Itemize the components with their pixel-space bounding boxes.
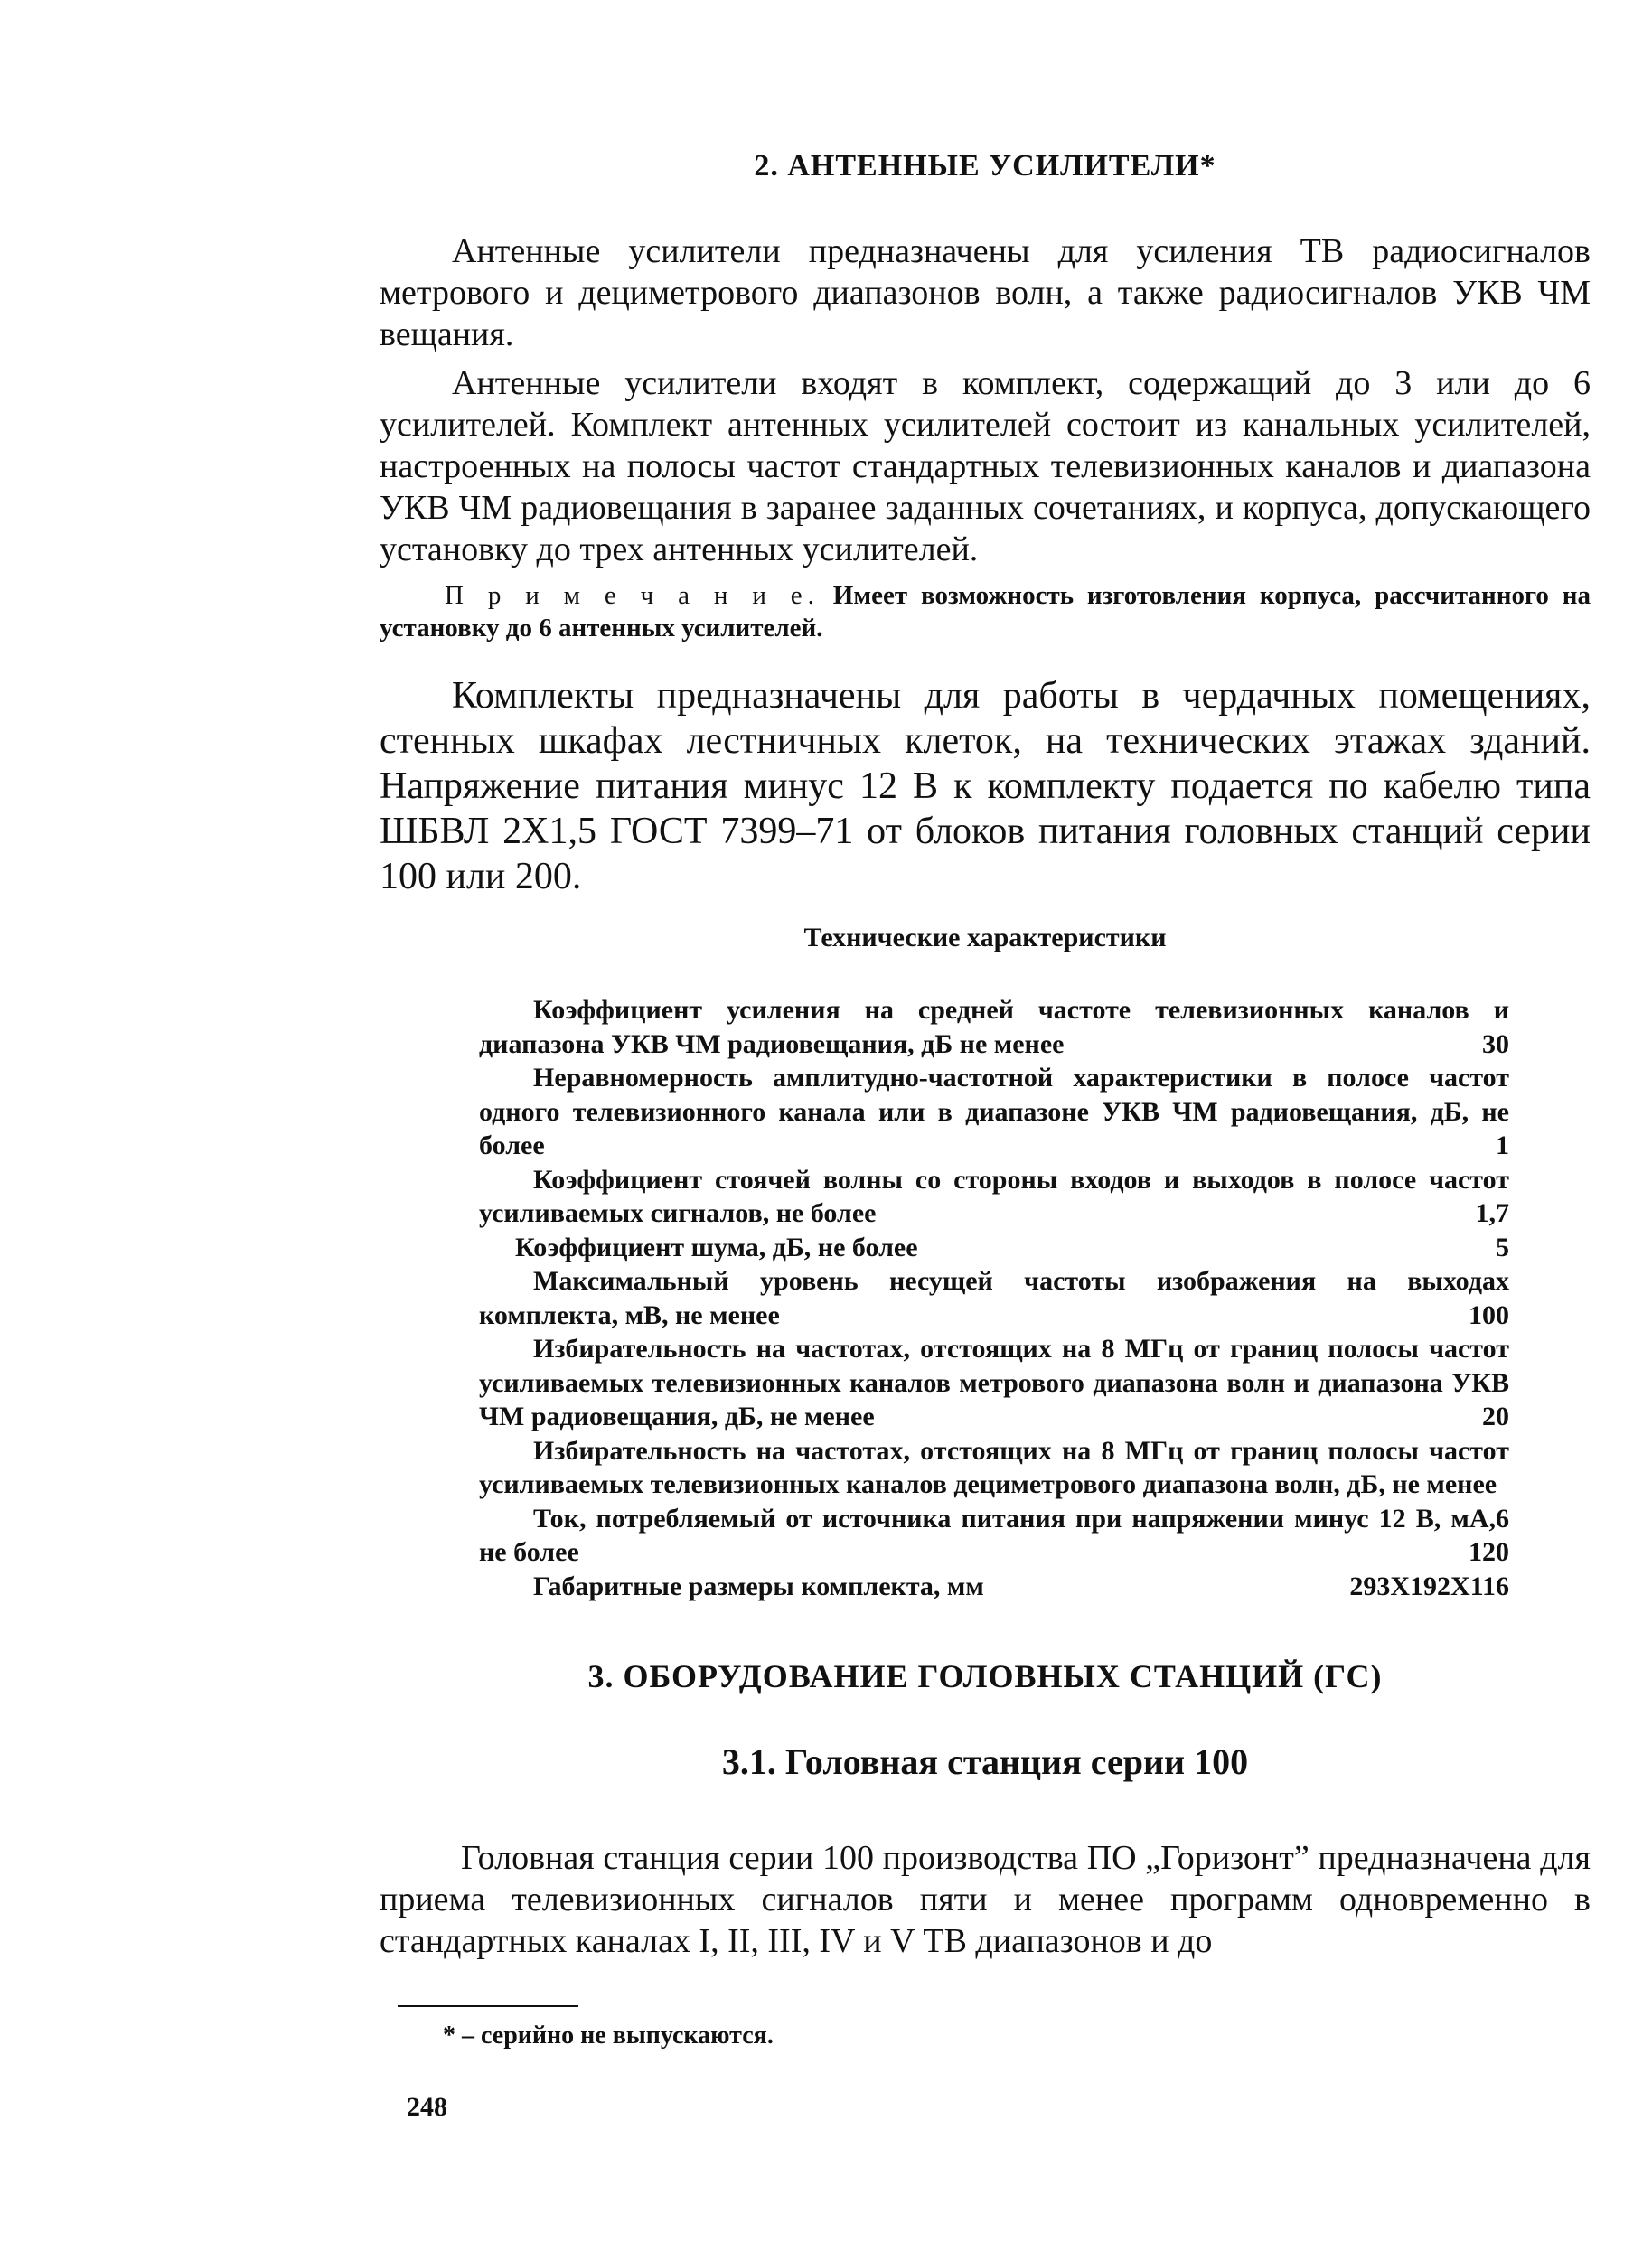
spec-text: Коэффициент усиления на средней частоте телевизионных каналов и диапазона УКВ ЧМ радиовещания, дБ не менее [479, 995, 1509, 1059]
spec-item [479, 1502, 1509, 1570]
spec-item [479, 1434, 1509, 1534]
paragraph-sets: Комплекты предназначены для работы в чердачных помещениях, стенных шкафах лестничных клеток, на технических этажах зданий. Напряжение питания минус 12 В к комплекту подается по кабелю типа ШБВЛ 2Х1,5 ГОСТ 7399–71 от блоков питания головных станций серии 100 или 200. [380, 675, 1591, 897]
note-text: Имеет возможность изготовления корпуса, рассчитанного на установку до 6 антенных усилителей. [380, 581, 1591, 643]
spec-value: 1,7 [1475, 1198, 1509, 1228]
spec-item [479, 1332, 1509, 1434]
spec-text: Габаритные размеры комплекта, мм [533, 1571, 984, 1601]
spec-value: 20 [1482, 1402, 1509, 1431]
subsection-heading-series-100: 3.1. Головная станция серии 100 [721, 1741, 1249, 1782]
page-number: 248 [407, 2092, 447, 2122]
spec-text: Неравномерность амплитудно-частотной характеристики в полосе частот одного телевизионного канала или в диапазоне УКВ ЧМ радиовещания, дБ, не более [479, 1063, 1509, 1160]
spec-item [479, 1163, 1509, 1231]
spec-item [479, 1264, 1509, 1332]
paragraph-composition: Антенные усилители входят в комплект, содержащий до 3 или до 6 усилителей. Комплект антенных усилителей состоит из канальных усилителей, настроенных на полосы частот стандартных телевизионных каналов и диапазона УКВ ЧМ радиовещания в заранее заданных сочетаниях, и корпуса, допускающего установку до трех антенных усилителей. [380, 364, 1591, 568]
spec-value: 120 [1469, 1537, 1509, 1567]
spec-value: 100 [1469, 1299, 1509, 1330]
spec-value: 5 [1496, 1232, 1509, 1262]
spec-value: 30 [1482, 1028, 1509, 1059]
spec-text: Избирательность на частотах, отстоящих на 8 МГц от границ полосы частот усиливаемых телевизионных каналов метрового диапазона волн и диапазона УКВ ЧМ радиовещания, дБ, не менее [479, 1334, 1509, 1431]
spec-text: Коэффициент стоячей волны со стороны входов и выходов в полосе частот усиливаемых сигналов, не более [479, 1164, 1509, 1228]
specs-heading: Технические характеристики [803, 923, 1167, 952]
spec-value: 293Х192Х116 [1349, 1571, 1509, 1601]
spec-text: Ток, потребляемый от источника питания при напряжении минус 12 В, мА, не более [479, 1503, 1496, 1567]
document-page [380, 149, 1591, 2123]
paragraph-purpose: Антенные усилители предназначены для усиления ТВ радиосигналов метрового и дециметрового диапазонов волн, а также радиосигналов УКВ ЧМ вещания. [380, 232, 1591, 353]
spec-value: 6 [1496, 1503, 1509, 1534]
spec-item [479, 1570, 1509, 1604]
footnote: * – серийно не выпускаются. [443, 2022, 774, 2050]
spec-text: Максимальный уровень несущей частоты изображения на выходах комплекта, мВ, не менее [479, 1266, 1509, 1330]
spec-item [479, 1231, 1509, 1265]
spec-item [479, 993, 1509, 1061]
note [380, 579, 1591, 644]
spec-item [479, 1061, 1509, 1163]
note-label: П р и м е ч а н и е. [445, 581, 820, 610]
spec-text: Коэффициент шума, дБ, не более [515, 1232, 918, 1262]
specs-list [479, 993, 1509, 1603]
paragraph-series-100: Головная станция серии 100 производства ПО „Горизонт” предназначена для приема телевизионных сигналов пяти и менее программ одновременно в стандартных каналах I, II, III, IV и V ТВ диапазонов и до [380, 1839, 1591, 1960]
section-heading-head-stations: 3. ОБОРУДОВАНИЕ ГОЛОВНЫХ СТАНЦИЙ (ГС) [587, 1658, 1383, 1694]
footnote-divider [398, 2005, 578, 2007]
section-heading-antenna-amplifiers: 2. АНТЕННЫЕ УСИЛИТЕЛИ* [754, 149, 1216, 183]
spec-text: Избирательность на частотах, отстоящих на 8 МГц от границ полосы частот усиливаемых телевизионных каналов дециметрового диапазона волн, дБ, не менее [479, 1435, 1509, 1499]
spec-value: 1 [1496, 1130, 1509, 1160]
